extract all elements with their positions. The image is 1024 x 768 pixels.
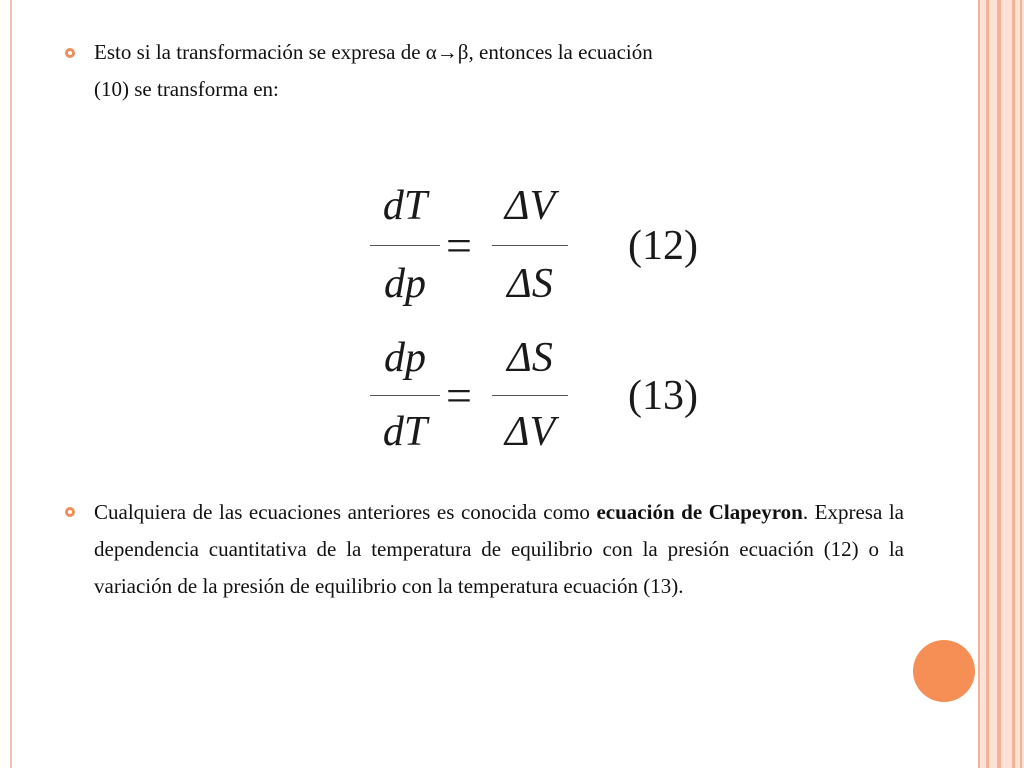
- equation-13: [370, 330, 730, 470]
- orange-circle-decoration: [913, 640, 975, 702]
- decorative-stripe: [978, 0, 980, 768]
- decorative-stripe: [1020, 0, 1022, 768]
- bullet-icon: [65, 48, 75, 58]
- numerator: ΔV: [504, 183, 556, 229]
- fraction-right: [492, 178, 568, 318]
- paragraph-line: (10) se transforma en:: [94, 77, 279, 101]
- numerator: dp: [384, 335, 426, 381]
- paragraph-text: Cualquiera de las ecuaciones anteriores es conocida como: [94, 500, 597, 524]
- equation-number: (13): [628, 373, 698, 419]
- denominator: dT: [382, 409, 428, 455]
- equation-number: (12): [628, 223, 698, 269]
- equals-sign: =: [446, 370, 472, 421]
- equals-sign: =: [446, 220, 472, 271]
- denominator: dp: [384, 261, 426, 307]
- fraction-bar: [492, 395, 568, 396]
- decorative-stripe: [986, 0, 989, 768]
- frame-left-line: [10, 0, 12, 768]
- bullet-paragraph-1: [94, 34, 904, 108]
- numerator: ΔS: [507, 335, 553, 381]
- fraction-right: [492, 330, 568, 470]
- equation-12: [370, 178, 730, 318]
- fraction-bar: [370, 245, 440, 246]
- denominator: ΔS: [507, 261, 553, 307]
- fraction-bar: [370, 395, 440, 396]
- paragraph-text: . Expresa la dependencia cuantitativa de la temperatura de equilibrio con la presión ecuación (12) o la variación de la presión de equilibrio con la temperatura ecuación (13).: [94, 500, 904, 598]
- fraction-left: [370, 178, 440, 318]
- right-decorative-band: [978, 0, 1024, 768]
- bullet-icon: [65, 507, 75, 517]
- fraction-left: [370, 330, 440, 470]
- paragraph-line: Esto si la transformación se expresa de α→β, entonces la ecuación: [94, 40, 653, 64]
- fraction-bar: [492, 245, 568, 246]
- clapeyron-term: ecuación de Clapeyron: [596, 500, 803, 524]
- numerator: dT: [382, 183, 428, 229]
- decorative-stripe: [997, 0, 1001, 768]
- bullet-paragraph-2: [94, 494, 904, 605]
- decorative-stripe: [1012, 0, 1015, 768]
- denominator: ΔV: [504, 409, 556, 455]
